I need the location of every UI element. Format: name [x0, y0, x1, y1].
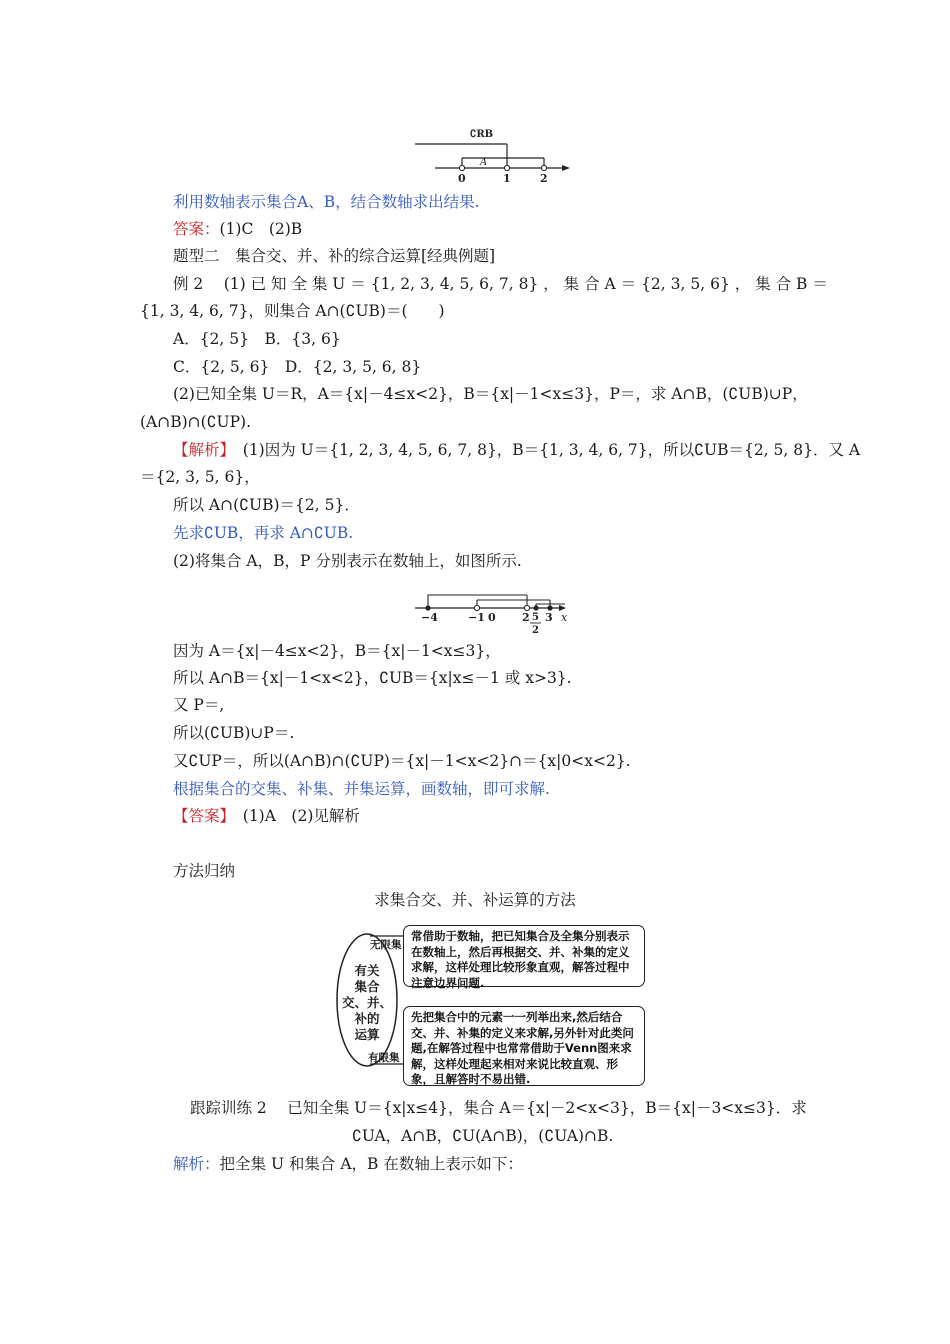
example-part2-line2: (A∩B)∩(∁UP). — [140, 413, 252, 431]
answer-tag-2: 【答案】 — [173, 807, 228, 825]
analysis-line-3: 所以 A∩(∁UB)＝{2, 5}． — [173, 496, 360, 514]
center-line-3: 交、并、 — [342, 995, 393, 1010]
center-line-1: 有关 — [354, 963, 380, 978]
practice-line-2: ∁UA，A∩B，∁U(A∩B)，(∁UA)∩B. — [352, 1127, 614, 1145]
center-line-5: 运算 — [354, 1027, 380, 1042]
practice-line-1: 跟踪训练 2 已知全集 U＝{x|x≤4}，集合 A＝{x|－2<x<3}，B＝{x|－3<x≤3}．求 — [190, 1099, 807, 1117]
analysis-tag: 【解析】 — [173, 441, 228, 459]
method-box-finite: 先把集合中的元素一一列举出来,然后结合交、并、补集的定义来求解,另外针对此类问题,在解答过程中也常常借助于Venn图来求解，这样处理起来相对来说比较直观、形象，且解答时不易出错. — [403, 1006, 645, 1086]
tick-0: 0 — [458, 172, 466, 184]
method-center-label — [342, 963, 392, 1043]
number-line-figure-1 — [410, 120, 580, 184]
answer-text-2: (1)A (2)见解析 — [227, 807, 360, 825]
complement-b-label: ∁RB — [470, 129, 494, 140]
tick-0: 0 — [488, 611, 496, 624]
analysis-line-9: 又∁UP＝，所以(A∩B)∩(∁UP)＝{x|－1<x<2}∩＝{x|0<x<2}. — [173, 752, 631, 770]
method-title: 求集合交、并、补运算的方法 — [374, 891, 576, 909]
tick-five-halves-denominator: 2 — [532, 625, 539, 636]
axis-x-label: x — [561, 611, 568, 624]
tick-1: 1 — [503, 172, 511, 184]
set-a-label: A — [480, 157, 488, 168]
answer-line-2 — [173, 805, 360, 827]
analysis-text: (1)因为 U＝{1, 2, 3, 4, 5, 6, 7, 8}，B＝{1, 3, 4, 6, 7}，所以∁UB＝{2, 5, 8}．又 A — [227, 441, 861, 459]
example-line-1: 例 2 (1) 已 知 全 集 U ＝ {1, 2, 3, 4, 5, 6, 7, 8} ， 集 合 A ＝ {2, 3, 5, 6} ， 集 合 B ＝ — [173, 275, 828, 293]
hint-line: 利用数轴表示集合A、B，结合数轴求出结果. — [173, 193, 480, 211]
analysis-line-5: 因为 A＝{x|－4≤x<2}，B＝{x|－1<x≤3}， — [173, 642, 501, 660]
analysis-line-4: (2)将集合 A，B，P 分别表示在数轴上，如图所示. — [173, 552, 522, 570]
practice-solution-line — [173, 1153, 523, 1175]
method-heading: 方法归纳 — [173, 862, 236, 880]
analysis-hint-1: 先求∁UB，再求 A∩∁UB. — [173, 524, 354, 542]
tick-five-halves-numerator: 5 — [532, 612, 539, 623]
analysis-line-2: ＝{2, 3, 5, 6}， — [140, 468, 260, 486]
tick-2: 2 — [522, 611, 530, 624]
tick-neg4: −4 — [421, 611, 438, 624]
section-title: 题型二 集合交、并、补的综合运算[经典例题] — [173, 247, 496, 265]
tick-3: 3 — [545, 611, 553, 624]
answer-text: (1)C (2)B — [219, 220, 303, 238]
analysis-line-6: 所以 A∩B＝{x|－1<x<2}，∁UB＝{x|x≤－1 或 x>3}. — [173, 669, 572, 687]
example-line-2: {1, 3, 4, 6, 7}，则集合 A∩(∁UB)＝( ) — [140, 302, 445, 320]
number-line-figure-2 — [410, 588, 575, 636]
analysis-hint-2: 根据集合的交集、补集、并集运算，画数轴，即可求解. — [173, 780, 550, 798]
analysis-line-7: 又 P＝, — [173, 696, 225, 714]
solution-text: 把全集 U 和集合 A，B 在数轴上表示如下： — [219, 1155, 523, 1173]
tick-2: 2 — [540, 172, 548, 184]
answer-line — [173, 218, 302, 240]
analysis-line-1 — [173, 439, 860, 461]
center-line-2: 集合 — [354, 979, 380, 994]
center-line-4: 补的 — [354, 1011, 380, 1026]
branch-finite-label: 有限集 — [368, 1052, 400, 1064]
method-box-infinite: 常借助于数轴，把已知集合及全集分别表示在数轴上，然后再根据交、并、补集的定义求解，这样处理比较形象直观，解答过程中注意边界问题. — [403, 925, 645, 987]
solution-tag: 解析： — [173, 1155, 220, 1173]
option-cd: C．{2, 5, 6} D．{2, 3, 5, 6, 8} — [173, 358, 422, 376]
example-part2-line1: (2)已知全集 U＝R，A＝{x|－4≤x<2}，B＝{x|－1<x≤3}，P＝，求 A∩B，(∁UB)∪P， — [173, 385, 808, 403]
option-ab: A．{2, 5} B．{3, 6} — [173, 330, 341, 348]
branch-infinite-label: 无限集 — [370, 939, 402, 951]
answer-tag: 答案： — [173, 220, 220, 238]
analysis-line-8: 所以(∁UB)∪P＝. — [173, 724, 295, 742]
tick-neg1: −1 — [468, 611, 485, 624]
